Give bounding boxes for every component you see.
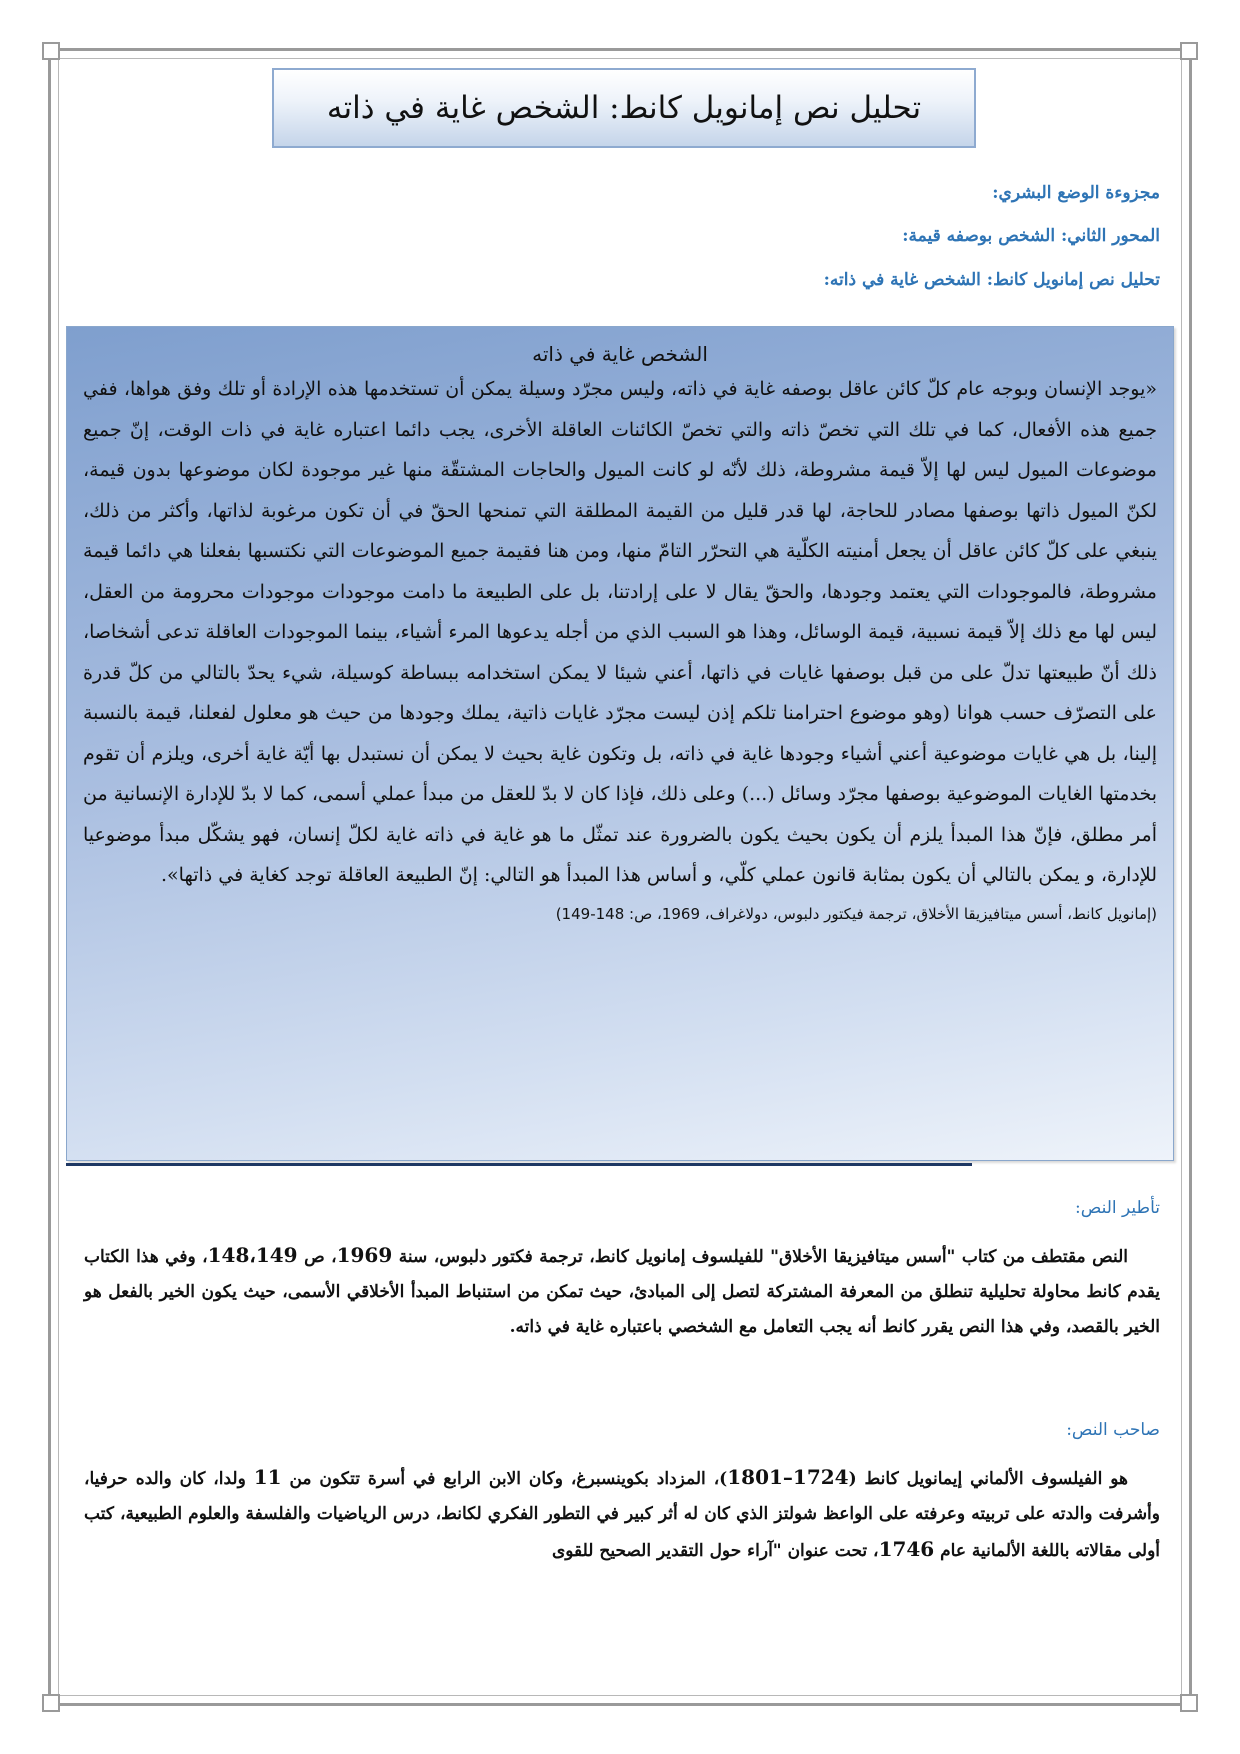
framing-text-1: النص مقتطف من كتاب "أسس ميتافيزيقا الأخلاق" للفيلسوف إمانويل كانط، ترجمة فكتور دلبوس، سنة (392, 1247, 1128, 1267)
border-corner-bottom-right (1180, 1694, 1198, 1712)
author-children: 11 (253, 1465, 282, 1489)
author-text-3: ولدا، كان والده حرفيا، وأشرفت والدته على تربيته وعرفته على الواعظ شولتز الذي كان له أثر كبير في التطور الفكري لكانط، درس الرياضيات والفلسفة والعلوم الطبيعية، كتب أولى مقالاته باللغة الألمانية عام (84, 1469, 1160, 1561)
document-title (272, 68, 976, 148)
document-title-text: تحليل نص إمانويل كانط: الشخص غاية في ذاته (326, 90, 922, 126)
author-heading: صاحب النص: (1066, 1420, 1160, 1440)
author-text-1: هو الفيلسوف الألماني إيمانويل كانط ( (848, 1469, 1129, 1489)
quote-underline (66, 1163, 972, 1166)
quote-citation: (إمانويل كانط، أسس ميتافيزيقا الأخلاق، ترجمة فيكتور دلبوس، دولاغراف، 1969، ص: 148-149) (555, 904, 1157, 923)
module-heading: مجزوءة الوضع البشري: (992, 183, 1160, 203)
lesson-heading: تحليل نص إمانويل كانط: الشخص غاية في ذاته: (823, 270, 1160, 290)
axis-heading: المحور الثاني: الشخص بوصفه قيمة: (902, 226, 1160, 246)
quote-title: الشخص غاية في ذاته (532, 342, 708, 366)
border-corner-bottom-left (42, 1694, 60, 1712)
quote-text: «يوجد الإنسان وبوجه عام كلّ كائن عاقل بوصفه غاية في ذاته، وليس مجرّد وسيلة يمكن أن تستخدمها هذه الإرادة أو تلك وفق هواها، ففي جميع هذه الأفعال، كما في تلك التي تخصّ ذاته والتي تخصّ الكائنات العاقلة الأخرى، يجب دائما اعتباره غاية في ذات الوقت، إنّ جميع موضوعات الميول ليس لها إلاّ قيمة مشروطة، ذلك لأنّه لو كانت الميول والحاجات المشتقّة منها غير موجودة لكان موضوعها بدون قيمة، لكنّ الميول ذاتها بوصفها مصادر للحاجة، لها قدر قليل من القيمة المطلقة التي تمنحها الحقّ في أن تكون مرغوبة لذاتها، وأكثر من ذلك، ينبغي على كلّ كائن عاقل أن يجعل أمنيته الكلّية هي التحرّر التامّ منها، ومن هنا فقيمة جميع الموضوعات التي نكتسبها بفعلنا هي دائما قيمة مشروطة، فالموجودات التي يعتمد وجودها، والحقّ يقال لا على إرادتنا، بل على الطبيعة ما دامت موجودات موجودات محرومة من العقل، ليس لها مع ذلك إلاّ قيمة نسبية، قيمة الوسائل، وهذا هو السبب الذي من أجله يدعوها المرء أشياء، بينما الموجودات العاقلة تدعى أشخاصا، ذلك أنّ طبيعتها تدلّ على من قبل بوصفها غايات في ذاتها، أعني شيئا لا يمكن استخدامه ببساطة كوسيلة، شيء يحدّ بالتالي من كلّ قدرة على التصرّف حسب هوانا (وهو موضوع احترامنا تلكم إذن ليست مجرّد غايات ذاتية، يملك وجودها من حيث هو معلول لفعلنا، قيمة بالنسبة إلينا، بل هي غايات موضوعية أعني أشياء وجودها غاية في ذاته، بل وتكون غاية بحيث لا يمكن أن نستبدل بها أيّة غاية أخرى، ويلزم أن تقوم بخدمتها الغايات الموضوعية بوصفها مجرّد وسائل (...) وعلى ذلك، فإذا كان لا بدّ للعقل من مبدأ عملي أسمى، كما لا بدّ للإدارة الإنسانية من أمر مطلق، فإنّ هذا المبدأ يلزم أن يكون بحيث يكون بالضرورة عند تمثّل ما هو غاية في ذاته غاية لكلّ إنسان، فهو يشكّل مبدأ موضوعيا للإدارة، و يمكن بالتالي أن يكون بمثابة قانون عملي كلّي، و أساس هذا المبدأ هو التالي: إنّ الطبيعة العاقلة توجد كغاية في ذاتها». (83, 378, 1157, 886)
framing-text-2: ، ص (297, 1247, 337, 1267)
framing-paragraph (84, 1238, 1160, 1345)
author-paragraph (84, 1460, 1160, 1569)
author-dates: 1724–1801 (727, 1465, 849, 1489)
border-corner-top-right (1180, 42, 1198, 60)
author-year: 1746 (878, 1537, 935, 1561)
framing-text-3: ، وفي هذا الكتاب يقدم كانط محاولة تحليلية تنطلق من المعرفة المشتركة لتصل إلى المبادئ، حيث تمكن من استنباط المبدأ الأخلاقي الأسمى، حيث يكون الخير بالفعل هو الخير بالقصد، وفي هذا النص يقرر كانط أنه يجب التعامل مع الشخصي باعتباره غاية في ذاته. (84, 1247, 1160, 1337)
author-text-4: ، تحت عنوان "آراء حول التقدير الصحيح للقوى (551, 1541, 879, 1561)
quote-box (66, 326, 1174, 1161)
author-text-2: )، المزداد بكوينسبرغ، وكان الابن الرابع في أسرة تتكون من (281, 1469, 728, 1489)
framing-year: 1969 (336, 1243, 393, 1267)
framing-pages: 148،149 (207, 1243, 298, 1267)
border-corner-top-left (42, 42, 60, 60)
framing-heading: تأطير النص: (1075, 1198, 1160, 1218)
